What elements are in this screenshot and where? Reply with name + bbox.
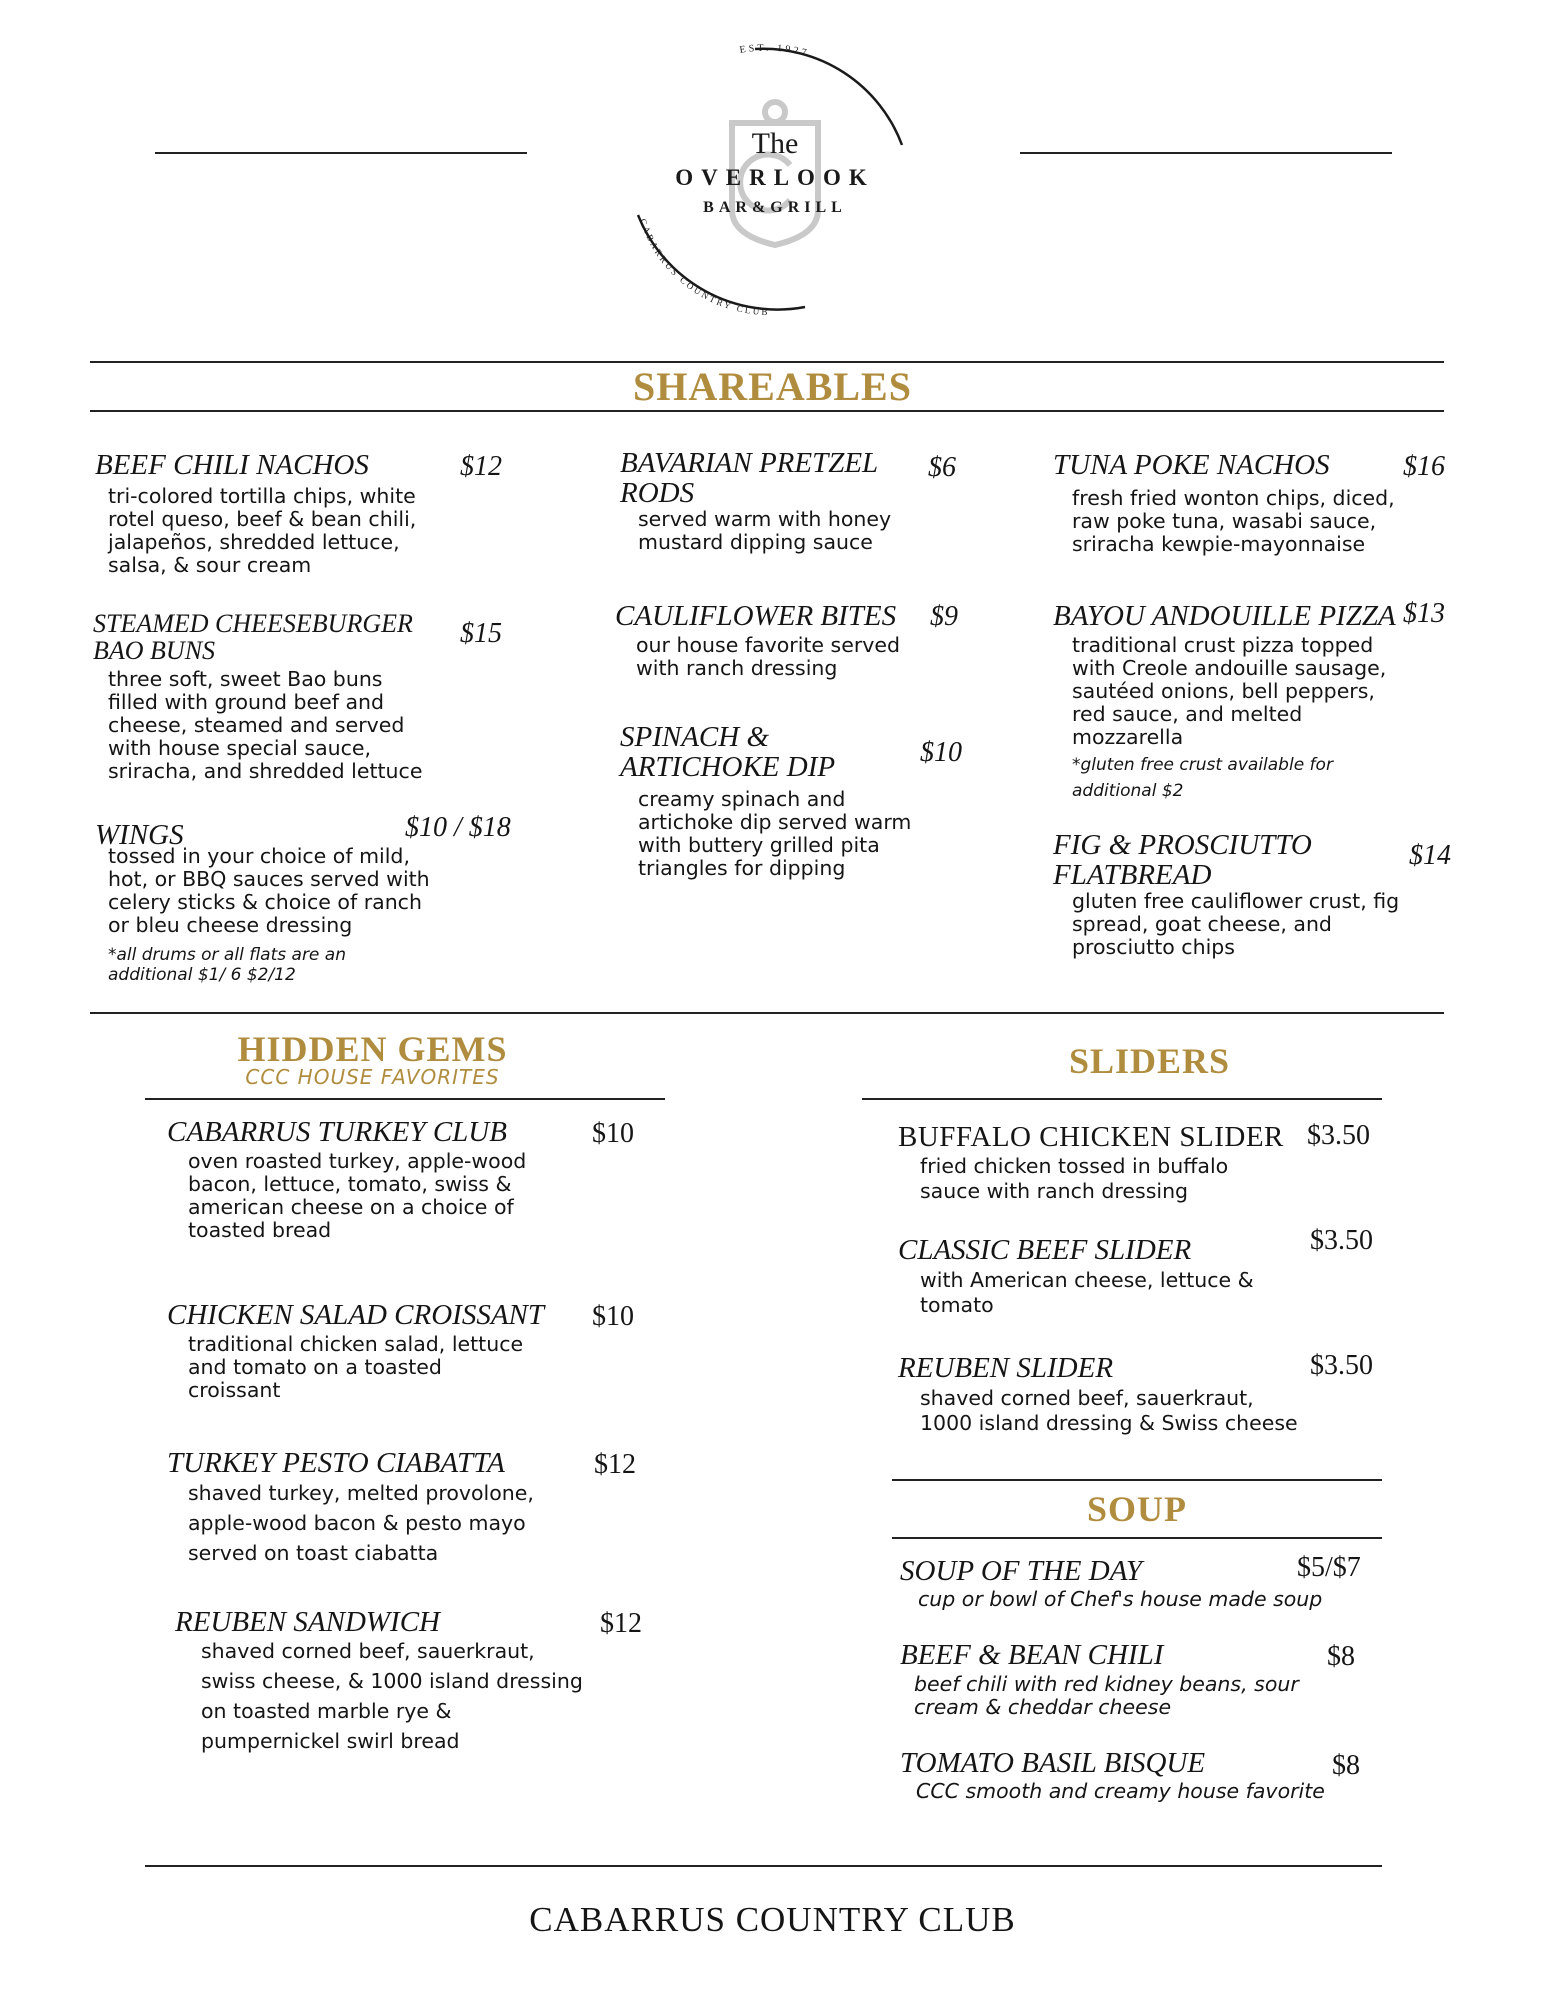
svg-text:CABARRUS COUNTRY CLUB: [638, 217, 770, 317]
shareables-rule-end: [90, 1012, 1444, 1014]
item-price-turkey-club: $10: [592, 1118, 634, 1149]
item-desc-wings: tossed in your choice of mild, hot, or BBQ sauces served with celery sticks & choice of ranch or bleu cheese dressing: [108, 844, 430, 937]
item-name-bayou-pizza: BAYOU ANDOUILLE PIZZA: [1053, 600, 1396, 632]
item-desc-turkey-pesto: shaved turkey, melted provolone, apple-wood bacon & pesto mayo served on toast ciabatta: [188, 1481, 534, 1565]
item-name-beef-bean-chili: BEEF & BEAN CHILI: [900, 1639, 1164, 1671]
item-name-turkey-pesto: TURKEY PESTO CIABATTA: [167, 1447, 505, 1479]
sliders-rule: [862, 1098, 1382, 1100]
item-name-pretzel-rods: BAVARIAN PRETZEL RODS: [620, 447, 878, 509]
item-name-turkey-club: CABARRUS TURKEY CLUB: [167, 1116, 507, 1148]
item-name-classic-slider: CLASSIC BEEF SLIDER: [898, 1234, 1192, 1266]
item-desc-soup-of-day: cup or bowl of Chef's house made soup: [918, 1587, 1323, 1611]
logo-emblem: [620, 35, 920, 325]
item-price-fig-flatbread: $14: [1409, 840, 1451, 871]
item-desc-reuben-slider: shaved corned beef, sauerkraut, 1000 island dressing & Swiss cheese: [920, 1386, 1298, 1435]
item-desc-fig-flatbread: gluten free cauliflower crust, fig spread, goat cheese, and prosciutto chips: [1072, 889, 1400, 959]
item-price-bayou-pizza: $13: [1403, 598, 1445, 629]
sliders-title: SLIDERS: [1068, 1041, 1231, 1081]
item-price-tomato-bisque: $8: [1332, 1750, 1360, 1781]
item-desc-classic-slider: with American cheese, lettuce & tomato: [920, 1268, 1254, 1317]
svg-text:EST. 1927: [739, 43, 811, 60]
footer-club-name: CABARRUS COUNTRY CLUB: [529, 1900, 1016, 1939]
item-name-chicken-salad: CHICKEN SALAD CROISSANT: [167, 1299, 545, 1331]
item-desc-beef-chili-nachos: tri-colored tortilla chips, white rotel queso, beef & bean chili, jalapeños, shredded lettuce, salsa, & sour cream: [108, 484, 417, 577]
item-price-buffalo-slider: $3.50: [1307, 1120, 1370, 1151]
item-name-buffalo-slider: BUFFALO CHICKEN SLIDER: [898, 1121, 1284, 1153]
footer-rule: [145, 1865, 1382, 1867]
item-price-cauliflower-bites: $9: [930, 601, 958, 632]
hidden-gems-title: HIDDEN GEMS: [237, 1029, 508, 1069]
item-note-wings: *all drums or all flats are an additional $1/ 6 $2/12: [108, 945, 346, 985]
item-name-cheeseburger-bao: STEAMED CHEESEBURGER BAO BUNS: [93, 609, 413, 665]
item-name-spinach-dip: SPINACH & ARTICHOKE DIP: [620, 721, 836, 783]
item-desc-tomato-bisque: CCC smooth and creamy house favorite: [916, 1779, 1325, 1803]
item-name-wings: WINGS: [95, 819, 184, 851]
item-desc-reuben-sandwich: shaved corned beef, sauerkraut, swiss cheese, & 1000 island dressing on toasted marble rye & pumpernickel swirl bread: [201, 1639, 583, 1753]
item-desc-bayou-pizza: traditional crust pizza topped with Creole andouille sausage, sautéed onions, bell peppers, red sauce, and melted mozzarella: [1072, 633, 1387, 749]
item-name-reuben-sandwich: REUBEN SANDWICH: [175, 1606, 440, 1638]
item-desc-buffalo-slider: fried chicken tossed in buffalo sauce with ranch dressing: [920, 1154, 1229, 1203]
item-name-fig-flatbread: FIG & PROSCIUTTO FLATBREAD: [1053, 829, 1312, 891]
item-price-cheeseburger-bao: $15: [460, 618, 502, 649]
logo-bar-grill: BAR&GRILL: [703, 199, 847, 216]
item-price-turkey-pesto: $12: [594, 1449, 636, 1480]
item-name-tuna-poke-nachos: TUNA POKE NACHOS: [1053, 449, 1330, 481]
soup-rule: [892, 1537, 1382, 1539]
item-desc-tuna-poke-nachos: fresh fried wonton chips, diced, raw poke tuna, wasabi sauce, sriracha kewpie-mayonnaise: [1072, 486, 1395, 556]
item-desc-pretzel-rods: served warm with honey mustard dipping sauce: [638, 507, 892, 554]
logo-the: The: [751, 127, 799, 160]
item-name-beef-chili-nachos: BEEF CHILI NACHOS: [95, 449, 369, 481]
item-price-tuna-poke-nachos: $16: [1403, 451, 1445, 482]
soup-title: SOUP: [1086, 1489, 1187, 1529]
shareables-title: SHAREABLES: [633, 364, 912, 409]
logo-est: EST. 1927: [738, 42, 811, 60]
item-price-wings: $10 / $18: [405, 812, 511, 843]
item-name-soup-of-day: SOUP OF THE DAY: [900, 1555, 1142, 1587]
item-price-spinach-dip: $10: [920, 737, 962, 768]
item-name-reuben-slider: REUBEN SLIDER: [898, 1352, 1114, 1384]
item-price-soup-of-day: $5/$7: [1297, 1552, 1361, 1583]
item-desc-beef-bean-chili: beef chili with red kidney beans, sour cream & cheddar cheese: [914, 1672, 1299, 1719]
item-price-beef-chili-nachos: $12: [460, 451, 502, 482]
logo-overlook: OVERLOOK: [675, 165, 875, 190]
header-rule-left: [155, 152, 527, 154]
item-desc-turkey-club: oven roasted turkey, apple-wood bacon, lettuce, tomato, swiss & american cheese on a choice of toasted bread: [188, 1149, 527, 1242]
item-note-bayou-pizza: *gluten free crust available for additional $2: [1072, 755, 1333, 801]
item-price-classic-slider: $3.50: [1310, 1225, 1373, 1256]
item-price-pretzel-rods: $6: [928, 452, 956, 483]
shareables-rule-bottom: [90, 410, 1444, 412]
item-name-tomato-bisque: TOMATO BASIL BISQUE: [900, 1747, 1206, 1779]
item-price-chicken-salad: $10: [592, 1301, 634, 1332]
item-price-reuben-sandwich: $12: [600, 1608, 642, 1639]
hidden-gems-subtitle: CCC HOUSE FAVORITES: [245, 1065, 500, 1089]
item-name-cauliflower-bites: CAULIFLOWER BITES: [615, 600, 897, 632]
item-desc-cheeseburger-bao: three soft, sweet Bao buns filled with ground beef and cheese, steamed and served with house special sauce, sriracha, and shredded lettuce: [108, 667, 423, 783]
item-desc-spinach-dip: creamy spinach and artichoke dip served warm with buttery grilled pita triangles for dipping: [638, 787, 912, 880]
sliders-rule-end: [892, 1479, 1382, 1481]
item-price-beef-bean-chili: $8: [1327, 1641, 1355, 1672]
item-desc-chicken-salad: traditional chicken salad, lettuce and tomato on a toasted croissant: [188, 1332, 524, 1402]
logo-club-arc: CABARRUS COUNTRY CLUB: [638, 217, 771, 317]
item-desc-cauliflower-bites: our house favorite served with ranch dressing: [636, 633, 901, 680]
hidden-gems-rule: [145, 1098, 665, 1100]
logo: [620, 35, 920, 325]
item-price-reuben-slider: $3.50: [1310, 1350, 1373, 1381]
header-rule-right: [1020, 152, 1392, 154]
